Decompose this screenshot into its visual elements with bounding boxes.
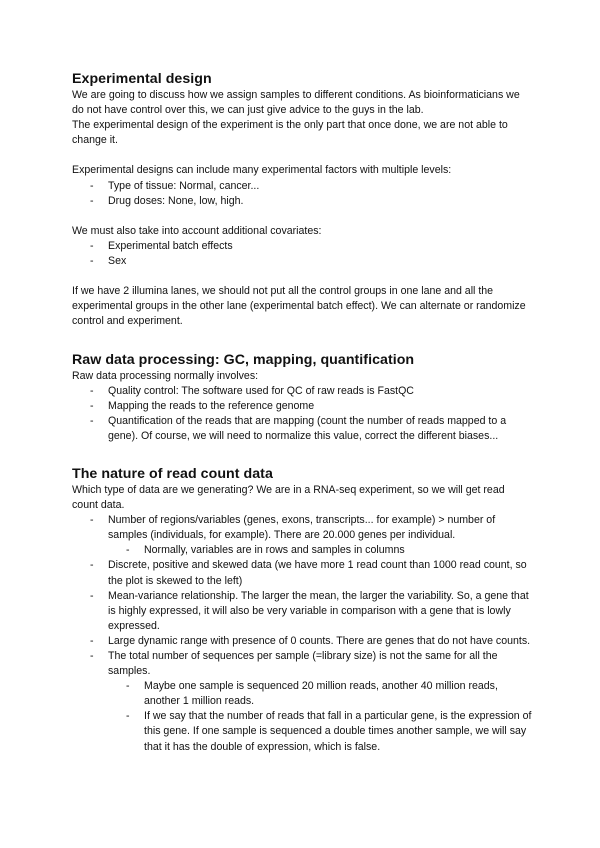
list-item: - Large dynamic range with presence of 0 counts. There are genes that do not have counts. xyxy=(72,634,532,649)
bullet-list xyxy=(72,239,532,269)
list-item: - Quantification of the reads that are mapping (count the number of reads mapped to a gene). Of course, we will need to normalize this value, correct the different biases... xyxy=(72,414,532,444)
bullet-list xyxy=(72,384,532,444)
list-item: - Quality control: The software used for QC of raw reads is FastQC xyxy=(72,384,532,399)
paragraph: If we have 2 illumina lanes, we should not put all the control groups in one lane and all the experimental groups in the other lane (experimental batch effect). We can alternate or randomize control and experiment. xyxy=(72,285,526,328)
list-item: - Sex xyxy=(72,254,532,269)
paragraph: We are going to discuss how we assign samples to different conditions. As bioinformaticians we do not have control over this, we can just give advice to the guys in the lab. xyxy=(72,89,520,117)
sub-list-item: - If we say that the number of reads that fall in a particular gene, is the expression of this gene. If one sample is sequenced a double times another sample, we will say that it has the double of expression, which is false. xyxy=(72,709,532,754)
paragraph: Raw data processing normally involves: xyxy=(72,369,259,382)
section-title-raw-data-processing: Raw data processing: GC, mapping, quantification xyxy=(72,351,415,368)
sub-list-item: - Normally, variables are in rows and samples in columns xyxy=(72,543,532,558)
list-item: - Mean-variance relationship. The larger the mean, the larger the variability. So, a gene that is highly expressed, it will also be very variable in comparison with a gene that is lowly expressed. xyxy=(72,589,532,634)
list-item: - Number of regions/variables (genes, exons, transcripts... for example) > number of samples (individuals, for example). There are 20.000 genes per individual. xyxy=(72,513,532,543)
section-title-read-count-data: The nature of read count data xyxy=(72,465,273,482)
sub-list-item: - Maybe one sample is sequenced 20 million reads, another 40 million reads, another 1 million reads. xyxy=(72,679,532,709)
section-title-experimental-design: Experimental design xyxy=(72,71,212,87)
paragraph: The experimental design of the experiment is the only part that once done, we are not able to change it. xyxy=(72,119,508,147)
document-page xyxy=(72,70,532,755)
list-item: - Type of tissue: Normal, cancer... xyxy=(72,179,532,194)
list-item: - Discrete, positive and skewed data (we have more 1 read count than 1000 read count, so the plot is skewed to the left) xyxy=(72,558,532,588)
list-item: - Mapping the reads to the reference genome xyxy=(72,399,532,414)
list-item: - Experimental batch effects xyxy=(72,239,532,254)
paragraph: Which type of data are we generating? We are in a RNA-seq experiment, so we will get read count data. xyxy=(72,483,505,512)
paragraph: Experimental designs can include many experimental factors with multiple levels: xyxy=(72,164,452,177)
bullet-list xyxy=(72,179,532,209)
list-item: - Drug doses: None, low, high. xyxy=(72,194,532,209)
bullet-list xyxy=(72,513,532,755)
list-item: - The total number of sequences per sample (=library size) is not the same for all the samples. xyxy=(72,649,532,679)
paragraph: We must also take into account additional covariates: xyxy=(72,224,322,237)
